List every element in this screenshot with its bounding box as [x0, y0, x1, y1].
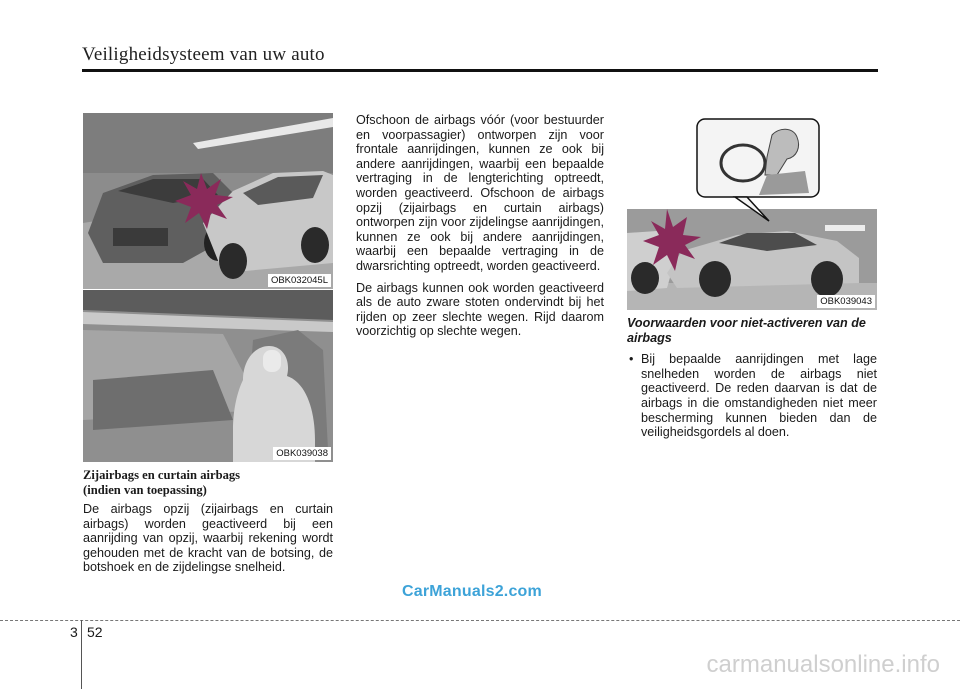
figure-code: OBK032045L: [268, 274, 331, 287]
page-header-title: Veiligheidsysteem van uw auto: [82, 44, 325, 65]
figure-code: OBK039038: [273, 447, 331, 460]
figure-caption: [83, 468, 333, 498]
chapter-number: 3: [70, 624, 78, 640]
site-watermark-link[interactable]: CarManuals2.com: [402, 583, 542, 600]
column-3-text: [627, 316, 877, 447]
footer-dashed-rule: [0, 620, 960, 621]
figure-code: OBK039043: [817, 295, 875, 308]
paragraph: De airbags kunnen ook worden geactiveerd als de auto zware stoten ondervindt bij het rijden op zeer slechte wegen. Rijd daarom voorzichtig op slechte wegen.: [356, 280, 604, 339]
low-speed-impact-illustration: [627, 113, 877, 310]
header-rule: [82, 69, 878, 72]
bullet-text: Bij bepaalde aanrijdingen met lage snelheden worden de airbags niet geactiveerd. De reden daarvan is dat de airbags in die omstandigheden niet meer bescherming kunnen bieden dan de veiligheidsgordels al doen.: [641, 352, 877, 440]
caption-line-2: (indien van toepassing): [83, 483, 207, 497]
section-subheading: Voorwaarden voor niet-activeren van de airbags: [627, 316, 866, 345]
bullet-item: [627, 352, 877, 440]
paragraph: De airbags opzij (zijairbags en curtain airbags) worden geactiveerd bij een aanrijding van opzij, waarbij rekening wordt gehouden met de kracht van de botsing, de botshoek en de zijdelingse snelheid.: [83, 502, 333, 575]
page-number: 52: [87, 624, 103, 640]
curtain-airbag-illustration: [83, 290, 333, 462]
footer-vertical-rule: [81, 620, 82, 689]
side-collision-illustration: [83, 113, 333, 289]
paragraph: Ofschoon de airbags vóór (voor bestuurder en voorpassagier) ontworpen zijn voor frontale aanrijdingen, kunnen ze ook bij andere aanrijdingen, waarbij een bepaalde vertraging in de lengterichting optreedt, worden geactiveerd. Ofschoon de airbags opzij (zijairbags en curtain airbags) ontworpen zijn voor zijdelingse aanrijdingen, kunnen ze ook bij andere aanrijdingen, waarbij een bepaalde vertraging in de dwarsrichting optreedt, worden geactiveerd.: [356, 113, 604, 273]
column-2-text: [356, 113, 604, 346]
bottom-watermark: carmanualsonline.info: [706, 651, 940, 678]
column-1-text: [83, 502, 333, 582]
caption-line-1: Zijairbags en curtain airbags: [83, 468, 241, 482]
bullet-dot: •: [629, 352, 634, 367]
figure-side-collision: [83, 113, 333, 289]
figure-low-speed-impact: [627, 113, 877, 310]
figure-curtain-airbag: [83, 290, 333, 462]
